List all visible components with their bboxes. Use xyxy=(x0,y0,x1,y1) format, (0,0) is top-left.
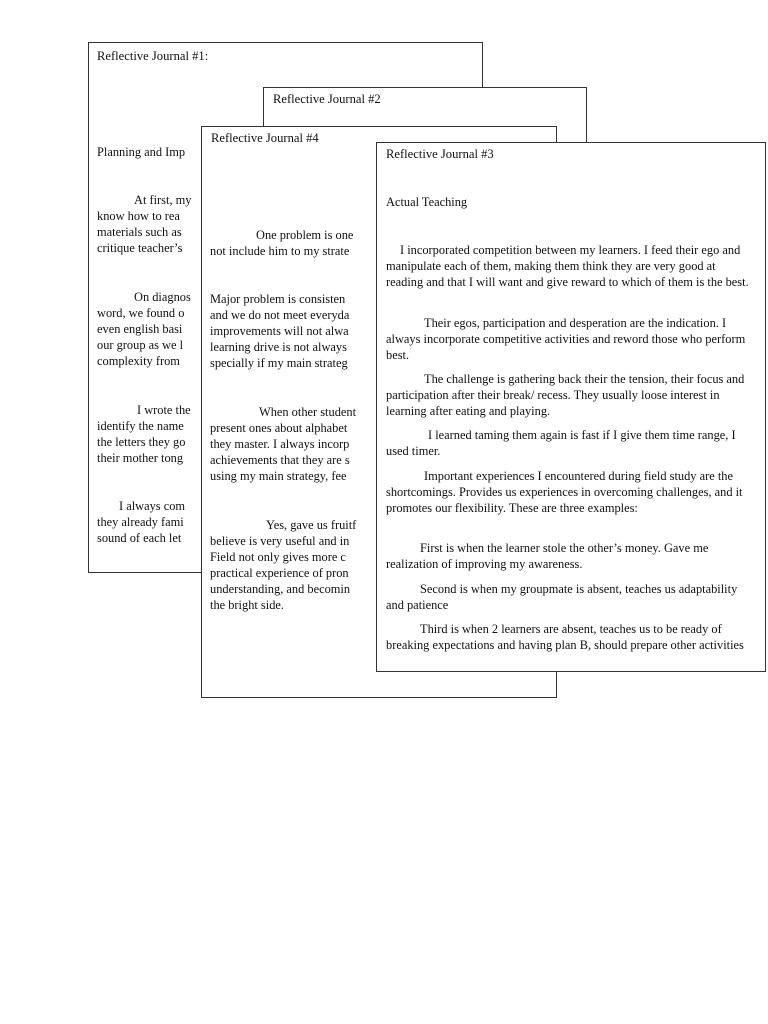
journal-4-text-line: Yes, gave us fruitf xyxy=(266,518,357,532)
journal-4-text-line: the bright side. xyxy=(210,598,284,612)
journal-3-paragraph: I incorporated competition between my learners. I feed their ego and manipulate each of them, making them think they are very good at reading and that I will want and give reward to which of them is the best. xyxy=(386,243,749,290)
journal-4-text-line: believe is very useful and in xyxy=(210,534,350,548)
journal-4-text-line: they master. I always incorp xyxy=(210,437,350,451)
journal-3-paragraph: Important experiences I encountered during field study are the shortcomings. Provides us experiences in overcoming challenges, and it promotes our flexibility. These are three examples: xyxy=(386,469,743,516)
journal-1-text-line: On diagnos xyxy=(134,290,191,304)
journal-3-paragraph: Second is when my groupmate is absent, teaches us adaptability and patience xyxy=(386,582,738,613)
journal-1-text-line: I always com xyxy=(119,499,186,513)
journal-4-text-line: Major problem is consisten xyxy=(210,292,346,306)
journal-1-heading: Planning and Imp xyxy=(97,145,186,159)
journal-3-heading: Actual Teaching xyxy=(386,195,468,209)
journal-4-text-line: not include him to my strate xyxy=(210,244,350,258)
journal-1-text-line: they already fami xyxy=(97,515,184,529)
journal-1-text-line: the letters they go xyxy=(97,435,186,449)
journal-4-text-line: practical experience of pron xyxy=(210,566,349,580)
journal-4-text-line: Field not only gives more c xyxy=(210,550,346,564)
journal-page-3 xyxy=(376,142,766,672)
journal-3-title: Reflective Journal #3 xyxy=(386,147,494,161)
journal-4-text-line: learning drive is not always xyxy=(210,340,347,354)
journal-4-text-line: One problem is one xyxy=(256,228,354,242)
journal-3-paragraph: Their egos, participation and desperation are the indication. I always incorporate competitive activities and reword those who perform best. xyxy=(386,316,746,363)
journal-4-text-line: specially if my main strateg xyxy=(210,356,348,370)
journal-4-text-line: understanding, and becomin xyxy=(210,582,351,596)
journal-1-text-line: word, we found o xyxy=(97,306,185,320)
journal-3-paragraph: Third is when 2 learners are absent, teaches us to be ready of breaking expectations and having plan B, should prepare other activities xyxy=(386,622,744,653)
journal-4-text-line: using my main strategy, fee xyxy=(210,469,347,483)
journal-4-text-line: When other student xyxy=(259,405,357,419)
journal-1-text-line: identify the name xyxy=(97,419,184,433)
journal-1-text-line: At first, my xyxy=(134,193,192,207)
journal-1-text-line: I wrote the xyxy=(137,403,191,417)
journal-1-text-line: materials such as xyxy=(97,225,182,239)
journal-1-text-line: know how to rea xyxy=(97,209,180,223)
journal-1-text-line: their mother tong xyxy=(97,451,184,465)
journal-1-text-line: critique teacher’s xyxy=(97,241,183,255)
journal-1-text-line: our group as we l xyxy=(97,338,184,352)
journal-3-paragraph: I learned taming them again is fast if I give them time range, I used timer. xyxy=(386,428,736,459)
journal-1-text-line: complexity from xyxy=(97,354,180,368)
journal-4-text-line: and we do not meet everyda xyxy=(210,308,350,322)
journal-3-paragraph: First is when the learner stole the other’s money. Gave me realization of improving my awareness. xyxy=(386,541,709,572)
journal-4-text-line: achievements that they are s xyxy=(210,453,350,467)
journal-4-text-line: present ones about alphabet xyxy=(210,421,348,435)
journal-4-text-line: improvements will not alwa xyxy=(210,324,349,338)
journal-2-title: Reflective Journal #2 xyxy=(273,92,381,106)
journal-1-title: Reflective Journal #1: xyxy=(97,49,209,63)
journal-4-title: Reflective Journal #4 xyxy=(211,131,319,145)
journal-3-paragraph: The challenge is gathering back their the tension, their focus and participation after their break/ recess. They usually loose interest in learning after eating and playing. xyxy=(386,372,745,419)
journal-1-text-line: sound of each let xyxy=(97,531,182,545)
journal-1-text-line: even english basi xyxy=(97,322,183,336)
